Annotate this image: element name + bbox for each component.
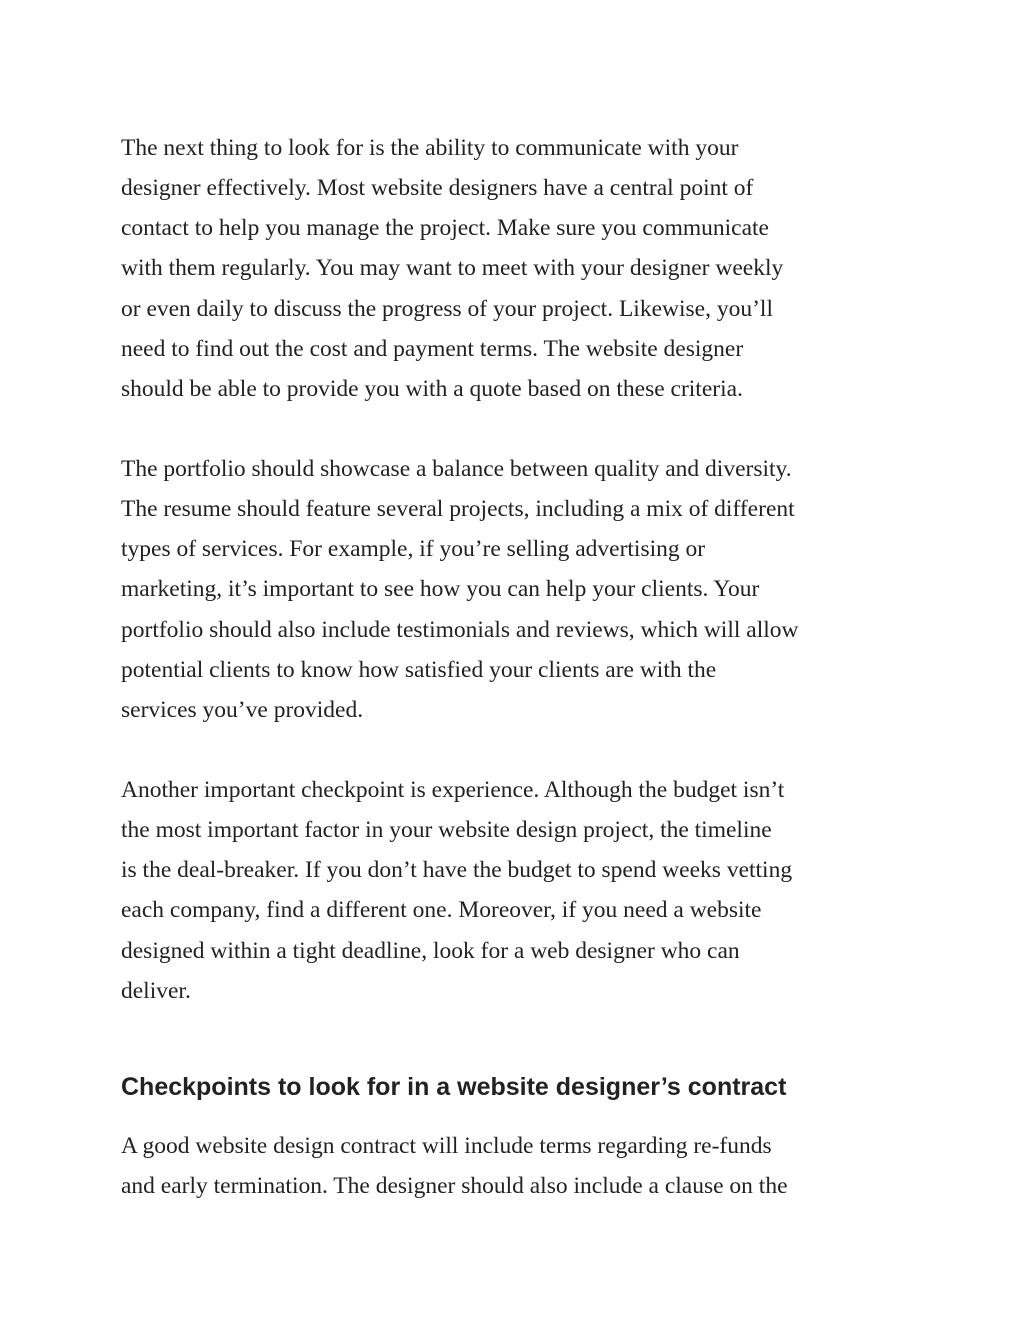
section-heading: Checkpoints to look for in a website designer’s contract — [121, 1073, 787, 1101]
text-line: designed within a tight deadline, look for a web designer who can — [121, 937, 740, 964]
text-line: types of services. For example, if you’re selling advertising or — [121, 536, 706, 563]
text-line: designer effectively. Most website designers have a central point of — [121, 175, 754, 202]
text-line: marketing, it’s important to see how you can help your clients. Your — [121, 576, 760, 603]
paragraph-communication — [121, 128, 783, 409]
paragraph-portfolio — [121, 449, 798, 730]
text-line: the most important factor in your website design project, the timeline — [121, 817, 772, 844]
paragraph-experience — [121, 770, 792, 1011]
text-line: The portfolio should showcase a balance between quality and diversity. — [121, 456, 792, 482]
text-line: services you’ve provided. — [121, 696, 364, 723]
text-line: potential clients to know how satisfied your clients are with the — [121, 656, 717, 683]
text-line: A good website design contract will include terms regarding re-funds — [121, 1133, 772, 1159]
text-line: and early termination. The designer should also include a clause on the — [121, 1173, 788, 1200]
paragraph-contract — [121, 1126, 788, 1206]
text-line: each company, find a different one. Moreover, if you need a website — [121, 897, 762, 924]
text-line: The next thing to look for is the ability to communicate with your — [121, 135, 739, 161]
text-line: deliver. — [121, 977, 191, 1004]
text-line: The resume should feature several projects, including a mix of different — [121, 496, 795, 523]
text-line: should be able to provide you with a quote based on these criteria. — [121, 375, 743, 402]
text-line: Another important checkpoint is experience. Although the budget isn’t — [121, 777, 785, 803]
text-line: or even daily to discuss the progress of your project. Likewise, you’ll — [121, 295, 773, 322]
text-line: contact to help you manage the project. Make sure you communicate — [121, 215, 769, 242]
text-line: with them regularly. You may want to meet with your designer weekly — [121, 255, 784, 282]
text-line: need to find out the cost and payment terms. The website designer — [121, 335, 744, 362]
text-line: portfolio should also include testimonials and reviews, which will allow — [121, 616, 799, 643]
text-line: is the deal-breaker. If you don’t have the budget to spend weeks vetting — [121, 857, 793, 884]
